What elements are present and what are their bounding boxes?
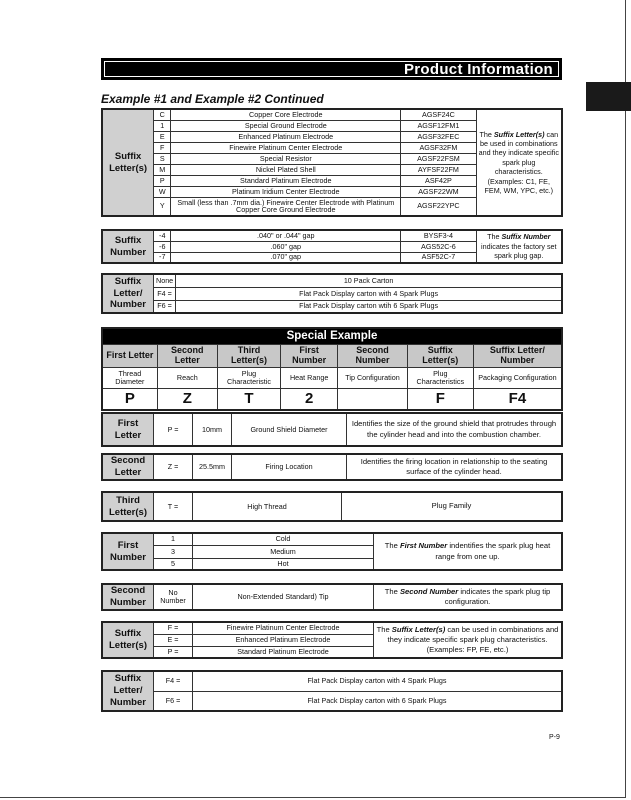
suffix-letters-2-table: Suffix Letter(s) F = Finewire Platinum Center Electrode The Suffix Letter(s) can be used in combinations and they indicate specific spark plug characteristics. (Examples: FP, FE, etc.) E = Enhanced Platinum Electrode P = Standard Platinum Electrode <box>101 621 563 659</box>
suffix-letters-2-note: The Suffix Letter(s) can be used in combinations and they indicate specific spark plug characteristics. (Examples: FP, FE, etc.) <box>374 622 563 658</box>
suffix-letters-2-label: Suffix Letter(s) <box>102 622 154 658</box>
page-number: P-9 <box>549 734 560 741</box>
second-letter-label: Second Letter <box>102 454 154 480</box>
third-letter-label: Third Letter(s) <box>102 492 154 521</box>
first-letter-table: First Letter P = 10mm Ground Shield Diameter Identifies the size of the ground shield that protrudes through the cylinder head and into the combustion chamber. <box>101 412 563 447</box>
special-example-table: Special Example First Letter Second Letter Third Letter(s) First Number Second Number Suffix Letter(s) Suffix Letter/ Number Thread Diameter Reach Plug Characteristic Heat Range Tip Configuration Plug Characteristics Packaging Configuration P Z T 2 F F4 <box>101 327 563 411</box>
suffix-letter-number-2-label: Suffix Letter/ Number <box>102 671 154 711</box>
second-number-table: Second Number No Number Non-Extended Standard) Tip The Second Number indicates the spark plug tip configuration. <box>101 583 563 611</box>
suffix-letters-label: Suffix Letter(s) <box>102 109 154 216</box>
second-number-note: The Second Number indicates the spark plug tip configuration. <box>374 584 563 610</box>
suffix-letters-note: The Suffix Letter(s) can be used in combinations and they indicate specific spark plug characteristics. (Examples: C1, FE, FEM, WM, YPC, etc.) <box>476 109 562 216</box>
first-letter-label: First Letter <box>102 413 154 446</box>
page-title: Example #1 and Example #2 Continued <box>101 92 324 106</box>
suffix-letter-number-label: Suffix Letter/ Number <box>102 274 154 313</box>
suffix-number-label: Suffix Number <box>102 230 154 263</box>
suffix-letter-number-table: Suffix Letter/ Number None 10 Pack Carton F4 = Flat Pack Display carton with 4 Spark Plugs F6 = Flat Pack Display carton wtih 6 Spark Plugs <box>101 273 563 314</box>
third-letter-table: Third Letter(s) T = High Thread Plug Family <box>101 491 563 522</box>
special-example-title: Special Example <box>102 328 562 345</box>
first-number-label: First Number <box>102 533 154 570</box>
side-tab <box>586 82 631 111</box>
header-bar <box>101 58 562 80</box>
suffix-letter-number-2-table: Suffix Letter/ Number F4 = Flat Pack Display carton with 4 Spark Plugs F6 = Flat Pack Display carton with 6 Spark Plugs <box>101 670 563 712</box>
first-letter-note: Identifies the size of the ground shield that protrudes through the cylinder head and into the combustion chamber. <box>347 413 563 446</box>
suffix-number-table: Suffix Number -4 .040" or .044" gap BYSF3-4 The Suffix Number indicates the factory set spark plug gap. -6 .060" gap AGS52C-6 -7 .070" gap ASF52C-7 <box>101 229 563 264</box>
suffix-number-note: The Suffix Number indicates the factory set spark plug gap. <box>476 230 562 263</box>
first-number-table: First Number 1 Cold The First Number indentifies the spark plug heat range from one up. 3 Medium 5 Hot <box>101 532 563 571</box>
second-letter-note: Identifies the firing location in relationship to the seating surface of the cylinder head. <box>347 454 563 480</box>
suffix-letters-table: Suffix Letter(s) C Copper Core Electrode AGSF24C The Suffix Letter(s) can be used in combinations and they indicate specific spark plug characteristics. (Examples: C1, FE, FEM, WM, YPC, etc.) 1 Special Ground Electrode AGSF12FM1 E Enhanced Platinum Electrode AGSF32FEC F Finewire Platinum Center Electrode AGSF32FM S Special Resistor AGSF22FSM M Nickel Plated Shell AYFSF22FM P Standard Platinum Electrode ASF42P W Platinum Iridium Center Electrode AGSF22WM Y Small (less than .7mm dia.) Finewire Center Electrode with Platinum Copper Core Ground Electrode AGSF22YPC <box>101 108 563 217</box>
header-title: Product Information <box>403 61 553 78</box>
first-number-note: The First Number indentifies the spark plug heat range from one up. <box>374 533 563 570</box>
second-number-label: Second Number <box>102 584 154 610</box>
third-letter-note: Plug Family <box>342 492 563 521</box>
second-letter-table: Second Letter Z = 25.5mm Firing Location Identifies the firing location in relationship to the seating surface of the cylinder head. <box>101 453 563 481</box>
